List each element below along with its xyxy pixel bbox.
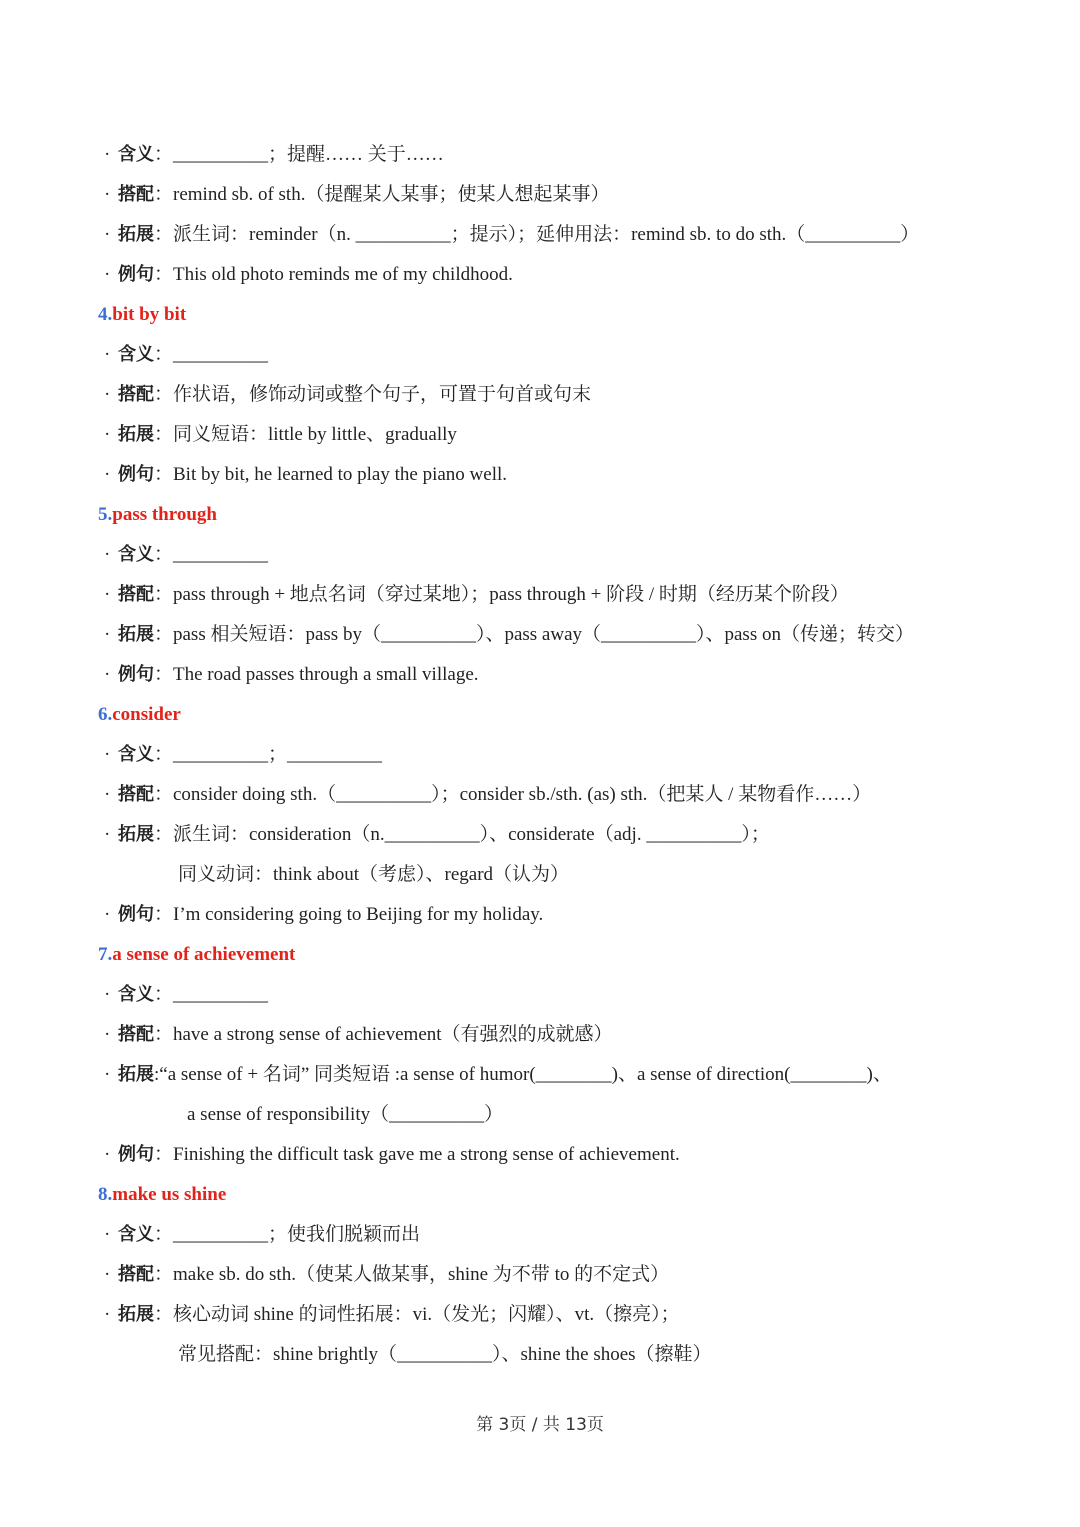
field-label: 含义 (118, 144, 154, 165)
line-extension: · 拓展：派生词：consideration（n.__________）、considerate（adj. __________）； (104, 824, 770, 845)
field-label: 例句 (118, 904, 154, 925)
line-meaning: · 含义：__________；使我们脱颖而出 (104, 1224, 421, 1245)
line-collocation: · 搭配：have a strong sense of achievement（有强烈的成就感） (104, 1024, 613, 1045)
line-text: ：consider doing sth.（__________）；consider sb./sth. (as) sth.（把某人 / 某物看作……） (154, 784, 872, 805)
line-text: ：Finishing the difficult task gave me a strong sense of achievement. (154, 1144, 680, 1165)
section-number: 7. (98, 944, 113, 965)
line-text: ：I’m considering going to Beijing for my holiday. (154, 904, 544, 925)
line-meaning: · 含义：__________ (104, 984, 269, 1005)
section-title: bit by bit (112, 304, 187, 325)
line-text: ：__________；使我们脱颖而出 (154, 1224, 421, 1245)
line-extension: · 拓展：核心动词 shine 的词性拓展：vi.（发光；闪耀）、vt.（擦亮）； (104, 1304, 680, 1325)
line-meaning: · 含义：__________；__________ (104, 744, 383, 765)
line-example: · 例句：I’m considering going to Beijing for my holiday. (104, 904, 544, 925)
section-title: a sense of achievement (112, 944, 296, 965)
line-text: ：派生词：consideration（n.__________）、considerate（adj. __________）； (154, 824, 770, 845)
section-title: consider (112, 704, 181, 725)
field-label: 搭配 (118, 784, 154, 805)
line-example: · 例句：Bit by bit, he learned to play the piano well. (104, 464, 508, 485)
line-collocation: · 搭配：consider doing sth.（__________）；consider sb./sth. (as) sth.（把某人 / 某物看作……） (104, 784, 872, 805)
line-text: ：__________ (154, 344, 269, 365)
line-text: ：__________ (154, 544, 269, 565)
field-label: 拓展 (118, 224, 154, 245)
line-text: 常见搭配：shine brightly（__________）、shine the shoes（擦鞋） (178, 1344, 712, 1365)
section-number: 8. (98, 1184, 113, 1205)
field-label: 例句 (118, 664, 154, 685)
section-title: pass through (112, 504, 217, 525)
line-example-remind: · 例句：This old photo reminds me of my childhood. (104, 264, 513, 285)
field-label: 拓展 (118, 624, 154, 645)
line-text: ：__________ (154, 984, 269, 1005)
section-heading-sense-of-achievement (98, 939, 295, 971)
line-extension: · 拓展：同义短语：little by little、gradually (104, 424, 457, 445)
field-label: 搭配 (118, 384, 154, 405)
line-text: ：作状语，修饰动词或整个句子，可置于句首或句末 (154, 384, 592, 405)
line-extension-continued (187, 1099, 503, 1131)
line-text: ：pass 相关短语：pass by（__________）、pass away（__________）、pass on（传递；转交） (154, 624, 914, 645)
section-number: 5. (98, 504, 113, 525)
line-collocation: · 搭配：make sb. do sth.（使某人做某事，shine 为不带 to 的不定式） (104, 1264, 670, 1285)
line-example: · 例句：The road passes through a small village. (104, 664, 479, 685)
line-text: ：remind sb. of sth.（提醒某人某事；使某人想起某事） (154, 184, 610, 205)
section-title: make us shine (112, 1184, 227, 1205)
line-text: ：__________；__________ (154, 744, 383, 765)
line-text: a sense of responsibility（__________） (187, 1104, 504, 1125)
line-meaning-remind: · 含义：__________；提醒…… 关于…… (104, 144, 444, 165)
field-label: 拓展 (118, 1064, 154, 1085)
field-label: 搭配 (118, 1024, 154, 1045)
line-text: ：This old photo reminds me of my childhood. (154, 264, 513, 285)
section-heading-consider (98, 699, 181, 731)
field-label: 搭配 (118, 584, 154, 605)
line-meaning: · 含义：__________ (104, 544, 269, 565)
line-collocation-remind: · 搭配：remind sb. of sth.（提醒某人某事；使某人想起某事） (104, 184, 610, 205)
line-text: ：have a strong sense of achievement（有强烈的成就感） (154, 1024, 613, 1045)
field-label: 搭配 (118, 184, 154, 205)
field-label: 拓展 (118, 1304, 154, 1325)
section-heading-bit-by-bit (98, 299, 186, 331)
field-label: 含义 (118, 544, 154, 565)
field-label: 含义 (118, 1224, 154, 1245)
section-number: 6. (98, 704, 113, 725)
line-text: ：__________；提醒…… 关于…… (154, 144, 444, 165)
field-label: 例句 (118, 1144, 154, 1165)
line-collocation: · 搭配：作状语，修饰动词或整个句子，可置于句首或句末 (104, 384, 592, 405)
field-label: 拓展 (118, 424, 154, 445)
line-meaning: · 含义：__________ (104, 344, 269, 365)
line-text: ：pass through + 地点名词（穿过某地）；pass through + 阶段 / 时期（经历某个阶段） (154, 584, 849, 605)
line-text: ：核心动词 shine 的词性拓展：vi.（发光；闪耀）、vt.（擦亮）； (154, 1304, 680, 1325)
line-extension: · 拓展：pass 相关短语：pass by（__________）、pass away（__________）、pass on（传递；转交） (104, 624, 914, 645)
line-example: · 例句：Finishing the difficult task gave me a strong sense of achievement. (104, 1144, 680, 1165)
line-extension-remind: · 拓展：派生词：reminder（n. __________；提示）；延伸用法：remind sb. to do sth.（__________） (104, 224, 920, 245)
line-collocation: · 搭配：pass through + 地点名词（穿过某地）；pass through + 阶段 / 时期（经历某个阶段） (104, 584, 849, 605)
line-text: 同义动词：think about（考虑）、regard（认为） (178, 864, 570, 885)
line-extension-continued (178, 1339, 712, 1371)
field-label: 含义 (118, 344, 154, 365)
section-number: 4. (98, 304, 113, 325)
line-text: ：Bit by bit, he learned to play the piano well. (154, 464, 508, 485)
field-label: 含义 (118, 744, 154, 765)
line-text: ：make sb. do sth.（使某人做某事，shine 为不带 to 的不定式） (154, 1264, 670, 1285)
section-heading-make-us-shine (98, 1179, 226, 1211)
line-text: :“a sense of + 名词” 同类短语 :a sense of humor(________)、a sense of direction(________)、 (154, 1064, 892, 1085)
line-extension-continued (178, 859, 569, 891)
field-label: 含义 (118, 984, 154, 1005)
field-label: 搭配 (118, 1264, 154, 1285)
field-label: 例句 (118, 264, 154, 285)
line-text: ：派生词：reminder（n. __________；提示）；延伸用法：remind sb. to do sth.（__________） (154, 224, 920, 245)
section-heading-pass-through (98, 499, 217, 531)
line-text: ：The road passes through a small village. (154, 664, 479, 685)
page-footer: 第 3页 / 共 13页 (476, 1415, 604, 1435)
field-label: 例句 (118, 464, 154, 485)
field-label: 拓展 (118, 824, 154, 845)
line-extension: · 拓展:“a sense of + 名词” 同类短语 :a sense of humor(________)、a sense of direction(________)、 (104, 1064, 892, 1085)
line-text: ：同义短语：little by little、gradually (154, 424, 457, 445)
